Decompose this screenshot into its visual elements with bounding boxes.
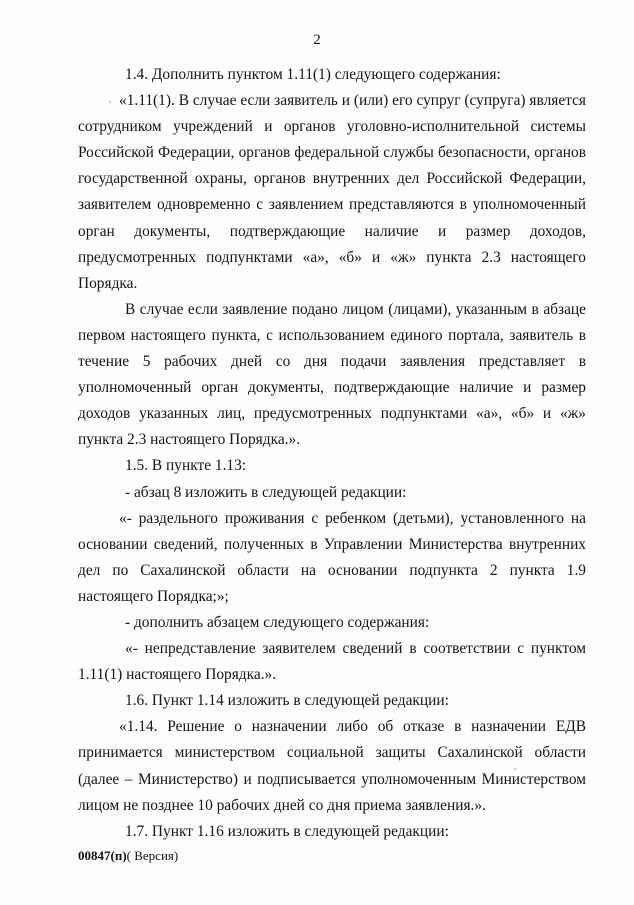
- document-footer: [78, 848, 178, 864]
- paragraph-portal-case: В случае если заявление подано лицом (лицами), указанным в абзаце первом настоящего пункта, с использованием единого портала, заявитель в течение 5 рабочих дней со дня подачи заявления представляет в уполномоченный орган документы, подтверждающие наличие и размер доходов указанных лиц, предусмотренных подпунктами «а», «б» и «ж» пункта 2.3 настоящего Порядка.».: [78, 300, 586, 449]
- paragraph-separate-residence-quote: «- раздельного проживания с ребенком (детьми), установленного на основании сведений, полученных в Управлении Министерства внутренних дел по Сахалинской области на основании подпункта 2 пункта 1.9 настоящего Порядка;»;: [78, 509, 586, 605]
- paragraph-nonsubmission-quote: «- непредставление заявителем сведений в соответствии с пунктом 1.11(1) настоящего Порядка.».: [78, 640, 586, 684]
- document-code: 00847(п): [78, 848, 127, 863]
- paragraph-1-6: 1.6. Пункт 1.14 изложить в следующей редакции:: [125, 692, 449, 710]
- document-version: ( Версия): [126, 848, 179, 863]
- paragraph-1-11-1-quote: «1.11(1). В случае если заявитель и (или) его супруг (супруга) является сотрудником учреждений и органов уголовно-исполнительной системы Российской Федерации, органов федеральной службы безопасности, органов государственной охраны, органов внутренних дел Российской Федерации, заявителем одновременно с заявлением представляются в уполномоченный орган документы, подтверждающие наличие и размер доходов, предусмотренных подпунктами «а», «б» и «ж» пункта 2.3 настоящего Порядка.: [78, 92, 586, 292]
- page-number: 2: [313, 32, 321, 48]
- paragraph-add-abzac: - дополнить абзацем следующего содержания:: [125, 613, 430, 631]
- paragraph-1-5: 1.5. В пункте 1.13:: [125, 457, 247, 475]
- paragraph-abzac-8: - абзац 8 изложить в следующей редакции:: [125, 483, 407, 501]
- paragraph-1-14-quote: «1.14. Решение о назначении либо об отказе в назначении ЕДВ принимается министерством социальной защиты Сахалинской области (далее – Министерство) и подписывается уполномоченным Министерством лицом не позднее 10 рабочих дней со дня приема заявления.».: [78, 718, 586, 814]
- paragraph-1-4: 1.4. Дополнить пунктом 1.11(1) следующего содержания:: [125, 66, 501, 83]
- paragraph-1-7: 1.7. Пункт 1.16 изложить в следующей редакции:: [125, 822, 449, 840]
- document-body: [78, 62, 586, 845]
